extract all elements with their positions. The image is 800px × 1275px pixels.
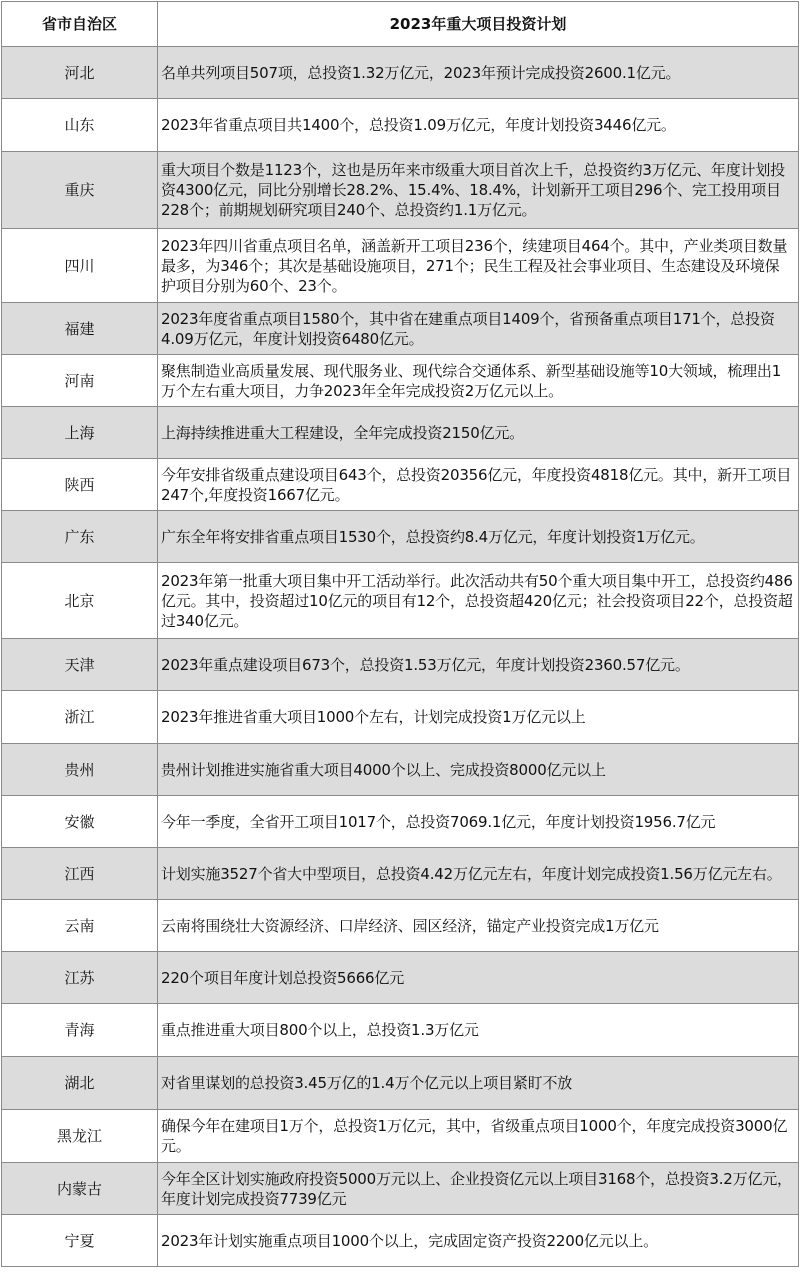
row-plan: 对省里谋划的总投资3.45万亿的1.4万个亿元以上项目紧盯不放 bbox=[158, 1057, 799, 1110]
row-plan: 计划实施3527个省大中型项目，总投资4.42万亿元左右，年度计划完成投资1.56万亿元左右。 bbox=[158, 848, 799, 900]
row-region: 广东 bbox=[2, 511, 158, 563]
row-region: 北京 bbox=[2, 563, 158, 639]
row-plan: 广东全年将安排省重点项目1530个，总投资约8.4万亿元，年度计划投资1万亿元。 bbox=[158, 511, 799, 563]
row-region: 内蒙古 bbox=[2, 1163, 158, 1215]
row-plan: 重大项目个数是1123个，这也是历年来市级重大项目首次上千，总投资约3万亿元、年度计划投资4300亿元，同比分别增长28.2%、15.4%、18.4%，计划新开工项目296个、完工投用项目228个；前期规划研究项目240个、总投资约1.1万亿元。 bbox=[158, 152, 799, 229]
table-row bbox=[2, 1215, 799, 1267]
table-header-row bbox=[2, 2, 799, 47]
table-row bbox=[2, 796, 799, 848]
row-region: 贵州 bbox=[2, 744, 158, 796]
table-row bbox=[2, 848, 799, 900]
table-row bbox=[2, 152, 799, 229]
table-row bbox=[2, 407, 799, 459]
row-region: 黑龙江 bbox=[2, 1110, 158, 1163]
row-plan: 2023年重点建设项目673个，总投资1.53万亿元，年度计划投资2360.57亿元。 bbox=[158, 639, 799, 691]
header-region: 省市自治区 bbox=[2, 2, 158, 47]
row-plan: 今年一季度，全省开工项目1017个，总投资7069.1亿元，年度计划投资1956.7亿元 bbox=[158, 796, 799, 848]
row-region: 四川 bbox=[2, 229, 158, 303]
table-row bbox=[2, 1004, 799, 1057]
row-plan: 2023年推进省重大项目1000个左右，计划完成投资1万亿元以上 bbox=[158, 691, 799, 744]
row-region: 江西 bbox=[2, 848, 158, 900]
row-plan: 2023年度省重点项目1580个，其中省在建重点项目1409个，省预备重点项目171个，总投资4.09万亿元，年度计划投资6480亿元。 bbox=[158, 303, 799, 355]
row-region: 浙江 bbox=[2, 691, 158, 744]
row-region: 青海 bbox=[2, 1004, 158, 1057]
table-row bbox=[2, 229, 799, 303]
table-row bbox=[2, 459, 799, 511]
row-region: 湖北 bbox=[2, 1057, 158, 1110]
row-plan: 确保今年在建项目1万个，总投资1万亿元，其中，省级重点项目1000个，年度完成投资3000亿元。 bbox=[158, 1110, 799, 1163]
row-region: 福建 bbox=[2, 303, 158, 355]
row-plan: 贵州计划推进实施省重大项目4000个以上、完成投资8000亿元以上 bbox=[158, 744, 799, 796]
row-plan: 2023年省重点项目共1400个，总投资1.09万亿元，年度计划投资3446亿元。 bbox=[158, 99, 799, 152]
table-row bbox=[2, 1163, 799, 1215]
row-plan: 名单共列项目507项，总投资1.32万亿元，2023年预计完成投资2600.1亿元。 bbox=[158, 47, 799, 99]
row-plan: 上海持续推进重大工程建设，全年完成投资2150亿元。 bbox=[158, 407, 799, 459]
row-plan: 2023年第一批重大项目集中开工活动举行。此次活动共有50个重大项目集中开工，总投资约486亿元。其中，投资超过10亿元的项目有12个，总投资超420亿元；社会投资项目22个，总投资超过340亿元。 bbox=[158, 563, 799, 639]
row-plan: 2023年四川省重点项目名单，涵盖新开工项目236个，续建项目464个。其中，产业类项目数量最多，为346个；其次是基础设施项目，271个；民生工程及社会事业项目、生态建设及环境保护项目分别为60个、23个。 bbox=[158, 229, 799, 303]
table-row bbox=[2, 303, 799, 355]
table-row bbox=[2, 47, 799, 99]
row-plan: 220个项目年度计划总投资5666亿元 bbox=[158, 952, 799, 1004]
table-row bbox=[2, 639, 799, 691]
table-row bbox=[2, 1110, 799, 1163]
row-region: 河北 bbox=[2, 47, 158, 99]
row-plan: 今年全区计划实施政府投资5000万元以上、企业投资亿元以上项目3168个，总投资3.2万亿元，年度计划完成投资7739亿元 bbox=[158, 1163, 799, 1215]
row-region: 河南 bbox=[2, 355, 158, 407]
row-plan: 今年安排省级重点建设项目643个，总投资20356亿元，年度投资4818亿元。其中，新开工项目247个,年度投资1667亿元。 bbox=[158, 459, 799, 511]
table-row bbox=[2, 900, 799, 952]
row-region: 云南 bbox=[2, 900, 158, 952]
row-plan: 2023年计划实施重点项目1000个以上，完成固定资产投资2200亿元以上。 bbox=[158, 1215, 799, 1267]
table-row bbox=[2, 744, 799, 796]
table-row bbox=[2, 952, 799, 1004]
row-region: 宁夏 bbox=[2, 1215, 158, 1267]
table-row bbox=[2, 99, 799, 152]
row-region: 安徽 bbox=[2, 796, 158, 848]
row-region: 江苏 bbox=[2, 952, 158, 1004]
table-row bbox=[2, 511, 799, 563]
table-body bbox=[2, 47, 799, 1267]
row-region: 天津 bbox=[2, 639, 158, 691]
row-region: 重庆 bbox=[2, 152, 158, 229]
row-region: 陕西 bbox=[2, 459, 158, 511]
investment-table bbox=[1, 1, 799, 1267]
table-row bbox=[2, 563, 799, 639]
table-row bbox=[2, 355, 799, 407]
table-row bbox=[2, 691, 799, 744]
row-plan: 云南将围绕壮大资源经济、口岸经济、园区经济，锚定产业投资完成1万亿元 bbox=[158, 900, 799, 952]
header-plan: 2023年重大项目投资计划 bbox=[158, 2, 799, 47]
row-region: 上海 bbox=[2, 407, 158, 459]
row-region: 山东 bbox=[2, 99, 158, 152]
row-plan: 聚焦制造业高质量发展、现代服务业、现代综合交通体系、新型基础设施等10大领域，梳理出1万个左右重大项目，力争2023年全年完成投资2万亿元以上。 bbox=[158, 355, 799, 407]
row-plan: 重点推进重大项目800个以上，总投资1.3万亿元 bbox=[158, 1004, 799, 1057]
table-row bbox=[2, 1057, 799, 1110]
